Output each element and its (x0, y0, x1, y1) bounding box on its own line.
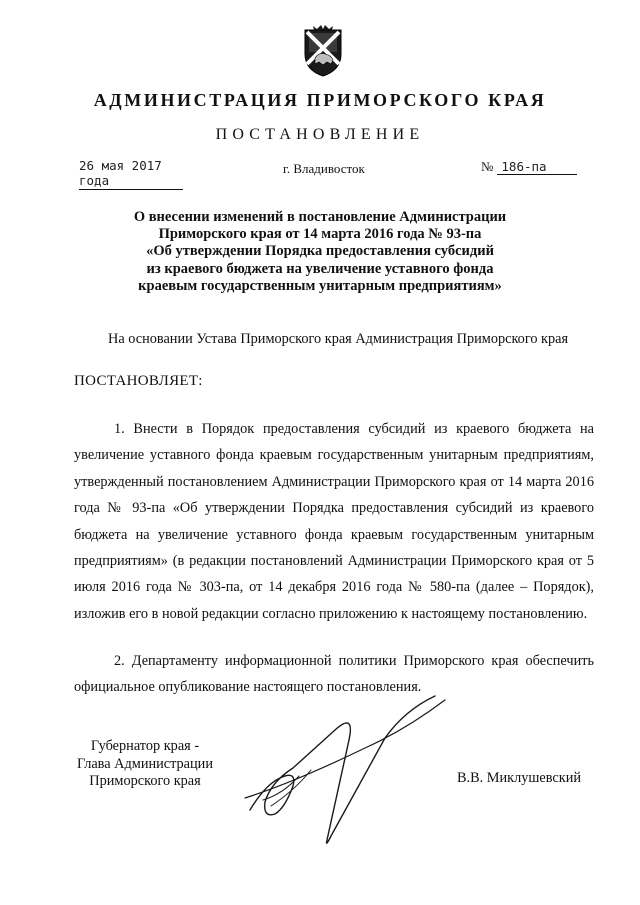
title-line: краевым государственным унитарным предприятиям» (138, 277, 502, 294)
document-number (481, 158, 577, 176)
title-line: О внесении изменений в постановление Администрации (133, 209, 507, 225)
number-prefix: № (481, 159, 494, 174)
paragraph-2: 2. Департаменту информационной политики Приморского края обеспечить официальное опубликование настоящего постановления. (74, 653, 594, 696)
city: г. Владивосток (283, 161, 365, 176)
handwritten-signature (235, 690, 460, 855)
number-field: 186-па (497, 159, 577, 175)
date-field: 26 мая 2017 года (79, 158, 183, 190)
signatory-title-line: Глава Администрации (77, 755, 213, 772)
signatory-name: В.В. Миклушевский (457, 770, 582, 786)
signatory-title-line: Приморского края (89, 773, 201, 789)
signatory-title (58, 738, 232, 791)
title-line: Приморского края от 14 марта 2016 года № 93-па (158, 226, 482, 243)
document-type: ПОСТАНОВЛЕНИЕ (215, 126, 425, 143)
legal-basis: На основании Устава Приморского края Администрация Приморского края (108, 331, 569, 347)
decree-heading: ПОСТАНОВЛЯЕТ: (74, 373, 203, 389)
title-line: «Об утверждении Порядка предоставления субсидий (146, 243, 494, 260)
title-line: из краевого бюджета на увеличение уставного фонда (146, 260, 494, 277)
organization-name: АДМИНИСТРАЦИЯ ПРИМОРСКОГО КРАЯ (93, 90, 547, 110)
coat-of-arms-icon (303, 24, 343, 78)
paragraph-1: 1. Внести в Порядок предоставления субсидий из краевого бюджета на увеличение уставного фонда краевым государственным унитарным предприятиям, утвержденный постановлением Администрации Приморского края от 14 марта 2016 года № 93-па «Об утверждении Порядка предоставления субсидий из краевого бюджета на увеличение уставного фонда краевым государственным унитарным предприятиям» (в редакции постановлений Администрации Приморского края от 5 июля 2016 года № 303-па, от 14 декабря 2016 года № 580-па (далее – Порядок), изложив его в новой редакции согласно приложению к настоящему постановлению. (74, 421, 594, 622)
document-title (80, 209, 560, 295)
signatory-title-line: Губернатор края - (90, 738, 200, 754)
